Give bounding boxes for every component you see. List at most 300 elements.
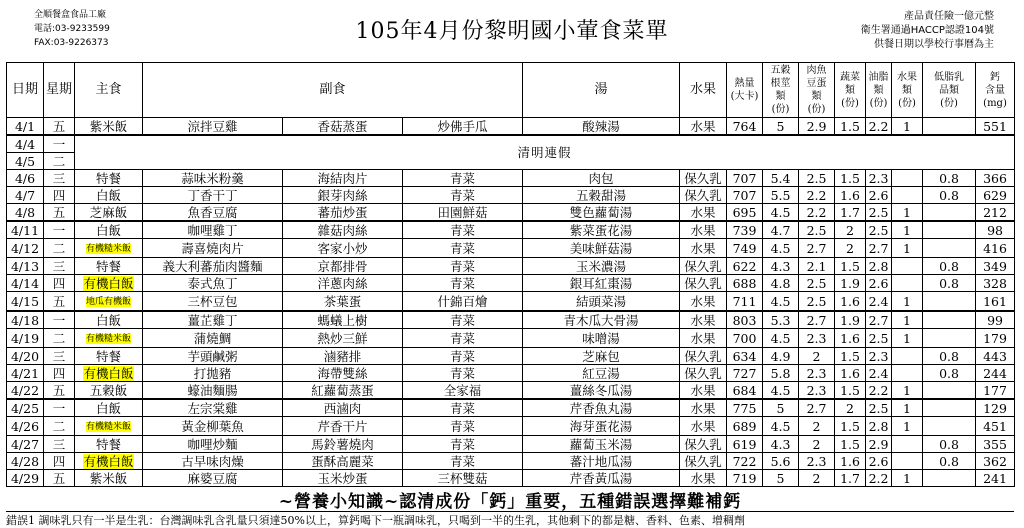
row-weekday: 五 xyxy=(44,118,75,136)
row-soup: 薑絲冬瓜湯 xyxy=(523,382,680,400)
table-row xyxy=(7,470,1015,487)
row-milk xyxy=(923,311,976,329)
row-date: 4/20 xyxy=(7,348,44,365)
row-grains: 4.5 xyxy=(763,239,799,258)
row-grains: 5 xyxy=(763,118,799,136)
row-fruit-serving: 1 xyxy=(892,329,923,348)
row-protein: 2.7 xyxy=(799,399,835,417)
row-calories: 749 xyxy=(727,239,763,258)
row-fruit: 保久乳 xyxy=(680,348,727,365)
row-milk xyxy=(923,221,976,239)
row-grains: 4.8 xyxy=(763,275,799,292)
row-side-1: 涼拌豆雞 xyxy=(143,118,283,136)
table-row xyxy=(7,239,1015,258)
table-row xyxy=(7,417,1015,436)
row-veg: 1.6 xyxy=(835,365,866,382)
row-calcium: 212 xyxy=(976,204,1015,222)
row-staple: 白飯 xyxy=(75,399,143,417)
row-calories: 719 xyxy=(727,470,763,487)
table-row xyxy=(7,204,1015,222)
row-calcium: 366 xyxy=(976,170,1015,187)
company-name: 全順餐盒食品工廠 xyxy=(34,10,107,20)
row-veg: 2 xyxy=(835,239,866,258)
row-protein: 2.2 xyxy=(799,187,835,204)
row-fruit: 保久乳 xyxy=(680,436,727,453)
row-calories: 764 xyxy=(727,118,763,136)
row-weekday: 一 xyxy=(44,399,75,417)
header-fruit-serving: 水果 類 (份) xyxy=(892,63,923,118)
row-fruit: 水果 xyxy=(680,329,727,348)
row-side-1: 魚香豆腐 xyxy=(143,204,283,222)
row-side-1: 義大利蕃茄肉醬麵 xyxy=(143,258,283,275)
row-oil: 2.3 xyxy=(866,348,892,365)
row-side-2: 銀芽肉絲 xyxy=(283,187,403,204)
row-oil: 2.2 xyxy=(866,382,892,400)
row-side-1: 麻婆豆腐 xyxy=(143,470,283,487)
row-calories: 622 xyxy=(727,258,763,275)
certification-info xyxy=(861,10,994,52)
row-oil: 2.7 xyxy=(866,239,892,258)
row-calcium: 629 xyxy=(976,187,1015,204)
row-oil: 2.2 xyxy=(866,470,892,487)
row-calories: 689 xyxy=(727,417,763,436)
row-side-3: 青菜 xyxy=(403,399,523,417)
row-veg: 1.7 xyxy=(835,204,866,222)
row-protein: 2.5 xyxy=(799,170,835,187)
row-staple: 白飯 xyxy=(75,311,143,329)
row-date: 4/18 xyxy=(7,311,44,329)
row-soup: 銀耳紅棗湯 xyxy=(523,275,680,292)
row-calories: 722 xyxy=(727,453,763,470)
menu-table xyxy=(6,62,1015,487)
row-side-3: 青菜 xyxy=(403,436,523,453)
row-oil: 2.8 xyxy=(866,417,892,436)
row-soup: 芹香黃瓜湯 xyxy=(523,470,680,487)
row-date: 4/27 xyxy=(7,436,44,453)
row-protein: 2.3 xyxy=(799,382,835,400)
row-fruit-serving: 1 xyxy=(892,311,923,329)
row-date: 4/28 xyxy=(7,453,44,470)
row-fruit-serving: 1 xyxy=(892,417,923,436)
row-staple: 白飯 xyxy=(75,187,143,204)
row-side-2: 洋蔥肉絲 xyxy=(283,275,403,292)
row-side-1: 丁香干丁 xyxy=(143,187,283,204)
row-fruit-serving: 1 xyxy=(892,221,923,239)
header-veg: 蔬菜 類 (份) xyxy=(835,63,866,118)
row-protein: 2.9 xyxy=(799,118,835,136)
row-grains: 5 xyxy=(763,399,799,417)
row-oil: 2.6 xyxy=(866,275,892,292)
row-fruit: 水果 xyxy=(680,382,727,400)
row-weekday: 四 xyxy=(44,275,75,292)
row-staple: 有機糙米飯 xyxy=(75,417,143,436)
row-fruit: 水果 xyxy=(680,311,727,329)
row-soup: 芹香魚丸湯 xyxy=(523,399,680,417)
row-side-2: 芹香干片 xyxy=(283,417,403,436)
row-weekday: 三 xyxy=(44,170,75,187)
row-side-3: 青菜 xyxy=(403,311,523,329)
row-side-2: 海帶雙絲 xyxy=(283,365,403,382)
row-side-2: 螞蟻上樹 xyxy=(283,311,403,329)
row-side-2: 雜菇肉絲 xyxy=(283,221,403,239)
row-date: 4/19 xyxy=(7,329,44,348)
row-side-3: 青菜 xyxy=(403,221,523,239)
row-date: 4/22 xyxy=(7,382,44,400)
row-calories: 707 xyxy=(727,170,763,187)
row-calcium: 362 xyxy=(976,453,1015,470)
row-fruit: 保久乳 xyxy=(680,275,727,292)
row-calcium: 177 xyxy=(976,382,1015,400)
row-calcium: 241 xyxy=(976,470,1015,487)
row-veg: 1.7 xyxy=(835,470,866,487)
row-milk: 0.8 xyxy=(923,453,976,470)
row-side-3: 青菜 xyxy=(403,453,523,470)
row-side-3: 青菜 xyxy=(403,329,523,348)
row-milk xyxy=(923,399,976,417)
row-side-3: 全家福 xyxy=(403,382,523,400)
table-row xyxy=(7,348,1015,365)
row-veg: 2 xyxy=(835,221,866,239)
row-calcium: 416 xyxy=(976,239,1015,258)
row-date: 4/1 xyxy=(7,118,44,136)
row-staple: 有機白飯 xyxy=(75,275,143,292)
row-fruit-serving xyxy=(892,170,923,187)
row-oil: 2.5 xyxy=(866,221,892,239)
row-fruit-serving: 1 xyxy=(892,239,923,258)
row-grains: 5 xyxy=(763,470,799,487)
company-phone: 電話:03-9233599 xyxy=(34,24,110,34)
row-calcium: 244 xyxy=(976,365,1015,382)
row-staple: 地瓜有機飯 xyxy=(75,292,143,312)
row-side-1: 咖哩炒麵 xyxy=(143,436,283,453)
header-milk: 低脂乳 品類 (份) xyxy=(923,63,976,118)
row-milk xyxy=(923,118,976,136)
row-protein: 2 xyxy=(799,470,835,487)
row-fruit: 保久乳 xyxy=(680,170,727,187)
row-grains: 4.7 xyxy=(763,221,799,239)
table-row xyxy=(7,382,1015,400)
table-row xyxy=(7,329,1015,348)
row-weekday: 四 xyxy=(44,453,75,470)
row-soup: 酸辣湯 xyxy=(523,118,680,136)
row-calories: 619 xyxy=(727,436,763,453)
row-calories: 695 xyxy=(727,204,763,222)
page-title: 105年4月份黎明國小葷食菜單 xyxy=(355,19,669,44)
row-fruit: 水果 xyxy=(680,470,727,487)
table-row xyxy=(7,436,1015,453)
header-date: 日期 xyxy=(7,63,44,118)
row-grains: 4.5 xyxy=(763,292,799,312)
row-staple: 特餐 xyxy=(75,170,143,187)
row-veg: 1.5 xyxy=(835,258,866,275)
row-side-1: 左宗棠雞 xyxy=(143,399,283,417)
row-side-2: 蕃茄炒蛋 xyxy=(283,204,403,222)
row-side-1: 泰式魚丁 xyxy=(143,275,283,292)
row-fruit-serving xyxy=(892,187,923,204)
row-veg: 2 xyxy=(835,399,866,417)
insurance-text: 產品責任險一億元整 xyxy=(904,11,994,22)
row-oil: 2.2 xyxy=(866,118,892,136)
row-fruit: 水果 xyxy=(680,118,727,136)
row-calories: 707 xyxy=(727,187,763,204)
row-grains: 5.6 xyxy=(763,453,799,470)
row-fruit: 水果 xyxy=(680,417,727,436)
row-date: 4/26 xyxy=(7,417,44,436)
row-veg: 1.5 xyxy=(835,348,866,365)
row-calcium: 328 xyxy=(976,275,1015,292)
table-row xyxy=(7,170,1015,187)
row-soup: 紅豆湯 xyxy=(523,365,680,382)
row-staple: 有機糙米飯 xyxy=(75,329,143,348)
row-protein: 2.5 xyxy=(799,221,835,239)
row-side-3: 什錦百燴 xyxy=(403,292,523,312)
row-staple: 五穀飯 xyxy=(75,382,143,400)
row-veg: 1.6 xyxy=(835,292,866,312)
row-fruit: 保久乳 xyxy=(680,365,727,382)
row-milk xyxy=(923,239,976,258)
row-side-3: 三杯雙菇 xyxy=(403,470,523,487)
row-date: 4/25 xyxy=(7,399,44,417)
row-side-2: 滷豬排 xyxy=(283,348,403,365)
row-side-2: 蛋酥高麗菜 xyxy=(283,453,403,470)
row-milk: 0.8 xyxy=(923,348,976,365)
row-grains: 5.3 xyxy=(763,311,799,329)
header-calories: 熱量 (大卡) xyxy=(727,63,763,118)
row-calcium: 99 xyxy=(976,311,1015,329)
header-protein: 肉魚 豆蛋 類 (份) xyxy=(799,63,835,118)
row-side-2: 客家小炒 xyxy=(283,239,403,258)
row-side-3: 青菜 xyxy=(403,239,523,258)
row-protein: 2.2 xyxy=(799,204,835,222)
schedule-text: 供餐日期以學校行事曆為主 xyxy=(874,39,994,50)
row-side-1: 黃金柳葉魚 xyxy=(143,417,283,436)
row-grains: 4.5 xyxy=(763,329,799,348)
row-soup: 美味鮮菇湯 xyxy=(523,239,680,258)
row-oil: 2.5 xyxy=(866,399,892,417)
row-grains: 4.9 xyxy=(763,348,799,365)
row-side-2: 熱炒三鮮 xyxy=(283,329,403,348)
row-side-3: 青菜 xyxy=(403,258,523,275)
company-fax: FAX:03-9226373 xyxy=(34,38,109,48)
row-oil: 2.4 xyxy=(866,365,892,382)
row-side-1: 蒲燒鯛 xyxy=(143,329,283,348)
row-protein: 2.7 xyxy=(799,311,835,329)
row-veg: 1.5 xyxy=(835,170,866,187)
row-side-1: 芋頭鹹粥 xyxy=(143,348,283,365)
table-row xyxy=(7,453,1015,470)
row-oil: 2.8 xyxy=(866,258,892,275)
row-calcium: 551 xyxy=(976,118,1015,136)
row-weekday: 三 xyxy=(44,348,75,365)
row-date: 4/5 xyxy=(7,153,44,170)
table-row xyxy=(7,153,1015,170)
row-side-2: 西滷肉 xyxy=(283,399,403,417)
header-fruit: 水果 xyxy=(680,63,727,118)
row-weekday: 二 xyxy=(44,153,75,170)
row-staple: 芝麻飯 xyxy=(75,204,143,222)
row-milk: 0.8 xyxy=(923,170,976,187)
table-row xyxy=(7,221,1015,239)
row-side-2: 香菇蒸蛋 xyxy=(283,118,403,136)
row-milk xyxy=(923,329,976,348)
row-staple: 有機白飯 xyxy=(75,365,143,382)
row-calories: 739 xyxy=(727,221,763,239)
row-grains: 4.3 xyxy=(763,436,799,453)
row-staple: 紫米飯 xyxy=(75,470,143,487)
row-soup: 雙色蘿蔔湯 xyxy=(523,204,680,222)
row-protein: 2.7 xyxy=(799,239,835,258)
row-weekday: 二 xyxy=(44,329,75,348)
haccp-text: 衛生署通過HACCP認證104號 xyxy=(860,25,994,36)
row-soup: 芝麻包 xyxy=(523,348,680,365)
row-side-1: 三杯豆包 xyxy=(143,292,283,312)
row-calcium: 179 xyxy=(976,329,1015,348)
row-fruit: 水果 xyxy=(680,204,727,222)
header-calcium: 鈣 含量 (mg) xyxy=(976,63,1015,118)
row-weekday: 五 xyxy=(44,204,75,222)
row-milk: 0.8 xyxy=(923,436,976,453)
row-date: 4/11 xyxy=(7,221,44,239)
row-calcium: 129 xyxy=(976,399,1015,417)
row-fruit-serving xyxy=(892,453,923,470)
row-milk xyxy=(923,417,976,436)
row-grains: 4.5 xyxy=(763,417,799,436)
row-side-1: 打拋豬 xyxy=(143,365,283,382)
row-soup: 紫菜蛋花湯 xyxy=(523,221,680,239)
row-protein: 2.3 xyxy=(799,329,835,348)
row-calcium: 349 xyxy=(976,258,1015,275)
row-protein: 2.5 xyxy=(799,292,835,312)
row-date: 4/29 xyxy=(7,470,44,487)
row-veg: 1.5 xyxy=(835,436,866,453)
row-side-3: 青菜 xyxy=(403,348,523,365)
row-staple: 特餐 xyxy=(75,436,143,453)
row-soup: 肉包 xyxy=(523,170,680,187)
row-soup: 青木瓜大骨湯 xyxy=(523,311,680,329)
row-fruit-serving xyxy=(892,258,923,275)
row-oil: 2.3 xyxy=(866,170,892,187)
row-fruit-serving: 1 xyxy=(892,204,923,222)
row-fruit: 水果 xyxy=(680,221,727,239)
table-row xyxy=(7,118,1015,136)
row-side-1: 古早味肉燥 xyxy=(143,453,283,470)
nutrition-tip: ~營養小知識~認清成份「鈣」重要，五種錯誤選擇難補鈣 xyxy=(278,492,742,512)
row-protein: 2 xyxy=(799,436,835,453)
row-protein: 2.3 xyxy=(799,365,835,382)
row-calories: 775 xyxy=(727,399,763,417)
row-fruit: 水果 xyxy=(680,239,727,258)
row-fruit: 水果 xyxy=(680,399,727,417)
row-date: 4/6 xyxy=(7,170,44,187)
row-side-3: 青菜 xyxy=(403,365,523,382)
table-header-row xyxy=(7,63,1015,118)
row-fruit-serving: 1 xyxy=(892,470,923,487)
row-milk: 0.8 xyxy=(923,258,976,275)
row-fruit: 保久乳 xyxy=(680,453,727,470)
row-oil: 2.5 xyxy=(866,204,892,222)
row-veg: 1.9 xyxy=(835,311,866,329)
table-row xyxy=(7,135,1015,153)
row-weekday: 五 xyxy=(44,382,75,400)
row-soup: 海芽蛋花湯 xyxy=(523,417,680,436)
row-soup: 蕃汁地瓜湯 xyxy=(523,453,680,470)
row-staple: 有機糙米飯 xyxy=(75,239,143,258)
row-fruit-serving: 1 xyxy=(892,292,923,312)
menu-body xyxy=(7,118,1015,487)
row-protein: 2.5 xyxy=(799,275,835,292)
row-oil: 2.4 xyxy=(866,292,892,312)
row-fruit-serving xyxy=(892,436,923,453)
row-side-3: 青菜 xyxy=(403,187,523,204)
row-weekday: 五 xyxy=(44,470,75,487)
row-milk: 0.8 xyxy=(923,275,976,292)
row-milk: 0.8 xyxy=(923,187,976,204)
row-calories: 688 xyxy=(727,275,763,292)
row-side-3: 炒佛手瓜 xyxy=(403,118,523,136)
row-oil: 2.6 xyxy=(866,187,892,204)
row-grains: 4.3 xyxy=(763,258,799,275)
row-protein: 2 xyxy=(799,348,835,365)
row-veg: 1.5 xyxy=(835,417,866,436)
row-date: 4/21 xyxy=(7,365,44,382)
row-protein: 2 xyxy=(799,417,835,436)
row-staple: 白飯 xyxy=(75,221,143,239)
table-row xyxy=(7,399,1015,417)
row-milk xyxy=(923,292,976,312)
row-fruit: 保久乳 xyxy=(680,258,727,275)
row-date: 4/13 xyxy=(7,258,44,275)
row-soup: 五穀甜湯 xyxy=(523,187,680,204)
row-milk xyxy=(923,382,976,400)
row-staple: 特餐 xyxy=(75,258,143,275)
row-calories: 803 xyxy=(727,311,763,329)
row-fruit-serving xyxy=(892,365,923,382)
row-staple: 特餐 xyxy=(75,348,143,365)
row-soup: 蘿蔔玉米湯 xyxy=(523,436,680,453)
row-veg: 1.6 xyxy=(835,329,866,348)
row-oil: 2.9 xyxy=(866,436,892,453)
row-side-1: 壽喜燒肉片 xyxy=(143,239,283,258)
row-fruit-serving xyxy=(892,275,923,292)
header-oil: 油脂 類 (份) xyxy=(866,63,892,118)
row-oil: 2.6 xyxy=(866,453,892,470)
row-veg: 1.5 xyxy=(835,118,866,136)
row-weekday: 五 xyxy=(44,292,75,312)
row-weekday: 二 xyxy=(44,417,75,436)
row-calcium: 98 xyxy=(976,221,1015,239)
row-calories: 727 xyxy=(727,365,763,382)
row-grains: 4.5 xyxy=(763,382,799,400)
row-oil: 2.5 xyxy=(866,329,892,348)
header-weekday: 星期 xyxy=(44,63,75,118)
row-calcium: 161 xyxy=(976,292,1015,312)
row-oil: 2.7 xyxy=(866,311,892,329)
row-veg: 1.5 xyxy=(835,382,866,400)
row-side-2: 紅蘿蔔蒸蛋 xyxy=(283,382,403,400)
row-milk xyxy=(923,204,976,222)
row-staple: 有機白飯 xyxy=(75,453,143,470)
row-soup: 結頭菜湯 xyxy=(523,292,680,312)
table-row xyxy=(7,365,1015,382)
row-side-2: 京都排骨 xyxy=(283,258,403,275)
row-milk xyxy=(923,470,976,487)
row-date: 4/4 xyxy=(7,135,44,153)
table-row xyxy=(7,311,1015,329)
row-veg: 1.6 xyxy=(835,187,866,204)
row-weekday: 三 xyxy=(44,436,75,453)
row-date: 4/15 xyxy=(7,292,44,312)
row-calories: 711 xyxy=(727,292,763,312)
